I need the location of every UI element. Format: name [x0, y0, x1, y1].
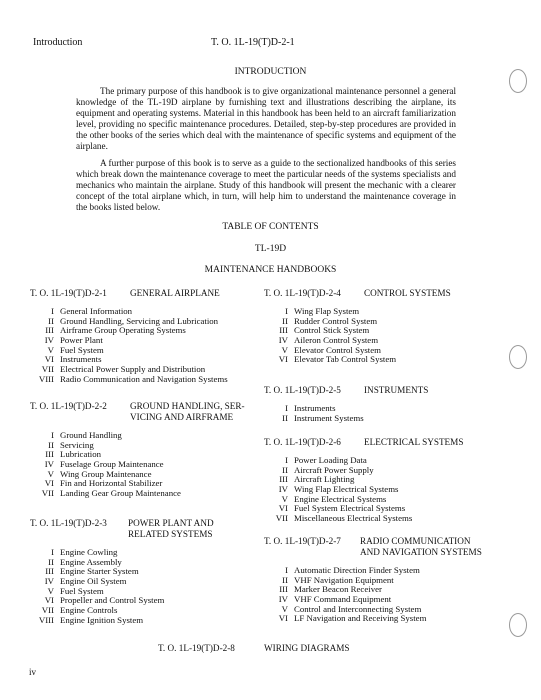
intro-paragraph-2: A further purpose of this book is to serve as a guide to the sectionalized handbooks of this series which break down the maintenance coverage to meet the particular needs of the systems specialists and mechanics who maintain the airplane. Study of this handbook will present the mechanic with a clearer concept of the total airplane which, in turn, will help him to understand the maintenance coverage in the books listed below. [76, 158, 456, 212]
list-item [264, 414, 494, 424]
section-list [264, 566, 494, 624]
handbook-number: T. O. 1L-19(T)D-2-3 [30, 518, 107, 528]
section-title: Miscellaneous Electrical Systems [294, 513, 413, 524]
section-title: Engine Ignition System [60, 614, 144, 625]
section-title: VHF Command Equipment [294, 594, 392, 605]
handbook-block [264, 437, 494, 524]
section-title: Fuel System [60, 585, 104, 596]
section-title: Airframe Group Operating Systems [60, 325, 186, 336]
section-title: Instruments [60, 354, 102, 365]
handbook-number: T. O. 1L-19(T)D-2-6 [264, 437, 341, 447]
list-item [30, 616, 260, 626]
section-title: Power Plant [60, 335, 103, 346]
section-numeral: III [45, 325, 54, 336]
section-title: Lubrication [60, 449, 102, 460]
section-title: Control and Interconnecting System [294, 603, 422, 614]
handbook-number: T. O. 1L-19(T)D-2-8 [158, 643, 235, 653]
section-numeral: II [282, 315, 288, 326]
section-numeral: II [48, 556, 54, 567]
handbook-title [130, 401, 245, 423]
section-numeral: I [285, 455, 288, 465]
handbook-title-line: VICING AND AIRFRAME [130, 412, 234, 422]
section-numeral: IV [278, 484, 288, 495]
section-title: Engine Starter System [60, 566, 139, 577]
section-list [30, 548, 260, 626]
section-title: Fuel System Electrical Systems [294, 503, 406, 514]
section-numeral: III [279, 584, 288, 595]
section-numeral: I [51, 547, 54, 557]
intro-paragraph-1: The primary purpose of this handbook is to give organizational maintenance personnel a general knowledge of the TL-19D airplane by furnishing text and illustrations describing the airplane, its equipment and operating systems. Material in this handbook has been held to an aircraft familiarization level, providing no specific maintenance procedures. Detailed, step-by-step procedures are provided in the other books of the series which deal with the maintenance of specific systems and equipment of the airplane. [76, 86, 456, 151]
binder-hole [509, 69, 527, 93]
section-numeral: VIII [38, 614, 54, 625]
section-numeral: VII [41, 605, 54, 616]
section-numeral: VI [44, 595, 54, 606]
section-title: Engine Controls [60, 605, 118, 616]
section-numeral: IV [278, 335, 288, 346]
handbook-number: T. O. 1L-19(T)D-2-4 [264, 288, 341, 298]
handbook-title [128, 518, 214, 540]
handbook-title [360, 536, 482, 558]
section-title: Elevator Control System [294, 344, 381, 355]
handbook-title-line: ELECTRICAL SYSTEMS [364, 437, 464, 447]
handbook-title-line: RADIO COMMUNICATION [360, 536, 471, 546]
header-document-number: T. O. 1L-19(T)D-2-1 [211, 37, 295, 48]
section-numeral: V [47, 585, 54, 596]
section-title: Servicing [60, 439, 94, 450]
section-list [30, 307, 260, 385]
handbook-title [364, 437, 463, 448]
handbook-title [364, 385, 428, 396]
list-item [264, 614, 494, 624]
list-item [264, 514, 494, 524]
section-numeral: II [282, 574, 288, 585]
section-numeral: VI [44, 478, 54, 489]
section-numeral: VI [44, 354, 54, 365]
handbook-number: T. O. 1L-19(T)D-2-5 [264, 385, 341, 395]
section-list [30, 431, 260, 499]
section-numeral: V [47, 468, 54, 479]
handbook-block [264, 288, 494, 365]
section-title: Automatic Direction Finder System [294, 565, 420, 575]
section-title: Wing Flap System [294, 306, 360, 316]
section-numeral: IV [278, 594, 288, 605]
section-title: Control Stick System [294, 325, 370, 336]
section-title: General Information [60, 306, 133, 316]
section-title: Power Loading Data [294, 455, 367, 465]
list-item [30, 489, 260, 499]
section-numeral: III [45, 449, 54, 460]
list-item [30, 375, 260, 385]
section-list [264, 456, 494, 524]
section-title: Electrical Power Supply and Distribution [60, 364, 206, 375]
section-numeral: III [279, 325, 288, 336]
section-title: VHF Navigation Equipment [294, 574, 394, 585]
handbook-block [264, 385, 494, 423]
section-numeral: VI [278, 613, 288, 624]
section-title: Wing Flap Electrical Systems [294, 484, 399, 495]
section-numeral: VI [278, 503, 288, 514]
section-title: Elevator Tab Control System [294, 354, 397, 365]
section-numeral: I [51, 430, 54, 440]
section-title: Landing Gear Group Maintenance [60, 488, 181, 499]
section-numeral: I [285, 403, 288, 413]
section-title: Propeller and Control System [60, 595, 165, 606]
handbook-title [364, 288, 451, 299]
section-numeral: V [281, 493, 288, 504]
handbook-number: T. O. 1L-19(T)D-2-2 [30, 401, 107, 411]
handbook-number: T. O. 1L-19(T)D-2-7 [264, 536, 341, 546]
header-section-label: Introduction [33, 37, 83, 48]
section-numeral: VI [278, 354, 288, 365]
toc-title: TABLE OF CONTENTS [222, 222, 319, 232]
section-title: Instrument Systems [294, 412, 364, 423]
section-numeral: II [282, 464, 288, 475]
handbook-number: T. O. 1L-19(T)D-2-1 [30, 288, 107, 298]
section-title: Aircraft Power Supply [294, 464, 374, 475]
introduction-heading: INTRODUCTION [234, 67, 307, 77]
section-title: Instruments [294, 403, 336, 413]
section-title: Wing Group Maintenance [60, 468, 152, 479]
handbook-block [30, 518, 260, 626]
handbook-title-line: GENERAL AIRPLANE [130, 288, 220, 298]
section-numeral: III [279, 474, 288, 485]
section-title: Engine Oil System [60, 576, 127, 587]
section-numeral: II [282, 412, 288, 423]
section-numeral: VII [275, 513, 288, 524]
section-title: Engine Assembly [60, 556, 122, 567]
handbook-block [30, 401, 260, 499]
section-title: Fuel System [60, 344, 104, 355]
handbook-title-line: GROUND HANDLING, SER- [130, 401, 245, 411]
section-numeral: IV [44, 576, 54, 587]
handbook-title-line: POWER PLANT AND [128, 518, 214, 528]
section-numeral: IV [44, 335, 54, 346]
section-numeral: V [281, 344, 288, 355]
section-numeral: V [47, 344, 54, 355]
section-numeral: VII [41, 364, 54, 375]
section-title: Ground Handling [60, 430, 122, 440]
binder-hole [509, 345, 527, 369]
section-title: Aircraft Lighting [294, 474, 355, 485]
section-numeral: III [45, 566, 54, 577]
section-list [264, 307, 494, 365]
section-numeral: I [285, 565, 288, 575]
section-numeral: V [281, 603, 288, 614]
handbook-title-line: INSTRUMENTS [364, 385, 429, 395]
toc-model: TL-19D [254, 244, 287, 254]
section-title: LF Navigation and Receiving System [294, 613, 427, 624]
section-numeral: I [285, 306, 288, 316]
section-title: Engine Electrical Systems [294, 493, 387, 504]
section-title: Engine Cowling [60, 547, 118, 557]
section-numeral: VII [41, 488, 54, 499]
handbook-block [264, 536, 494, 624]
toc-subtitle: MAINTENANCE HANDBOOKS [204, 265, 337, 275]
section-numeral: II [48, 315, 54, 326]
section-numeral: II [48, 439, 54, 450]
handbook-title-line: AND NAVIGATION SYSTEMS [360, 547, 482, 557]
section-numeral: VIII [38, 373, 54, 384]
binder-hole [509, 613, 527, 637]
section-title: Fuselage Group Maintenance [60, 459, 164, 470]
page-number: iv [29, 667, 37, 677]
section-title: Fin and Horizontal Stabilizer [60, 478, 163, 489]
section-title: Radio Communication and Navigation Systems [60, 373, 228, 384]
handbook-title-line: RELATED SYSTEMS [128, 529, 213, 539]
section-list [264, 404, 494, 423]
handbook-title [130, 288, 220, 299]
handbook-title-line: WIRING DIAGRAMS [264, 643, 350, 653]
section-title: Ground Handling, Servicing and Lubrication [60, 315, 219, 326]
handbook-title [264, 643, 350, 654]
section-numeral: IV [44, 459, 54, 470]
handbook-title-line: CONTROL SYSTEMS [364, 288, 451, 298]
section-numeral: I [51, 306, 54, 316]
section-title: Aileron Control System [294, 335, 379, 346]
handbook-block [30, 288, 260, 385]
list-item [264, 355, 494, 365]
section-title: Marker Beacon Receiver [294, 584, 382, 595]
section-title: Rudder Control System [294, 315, 378, 326]
